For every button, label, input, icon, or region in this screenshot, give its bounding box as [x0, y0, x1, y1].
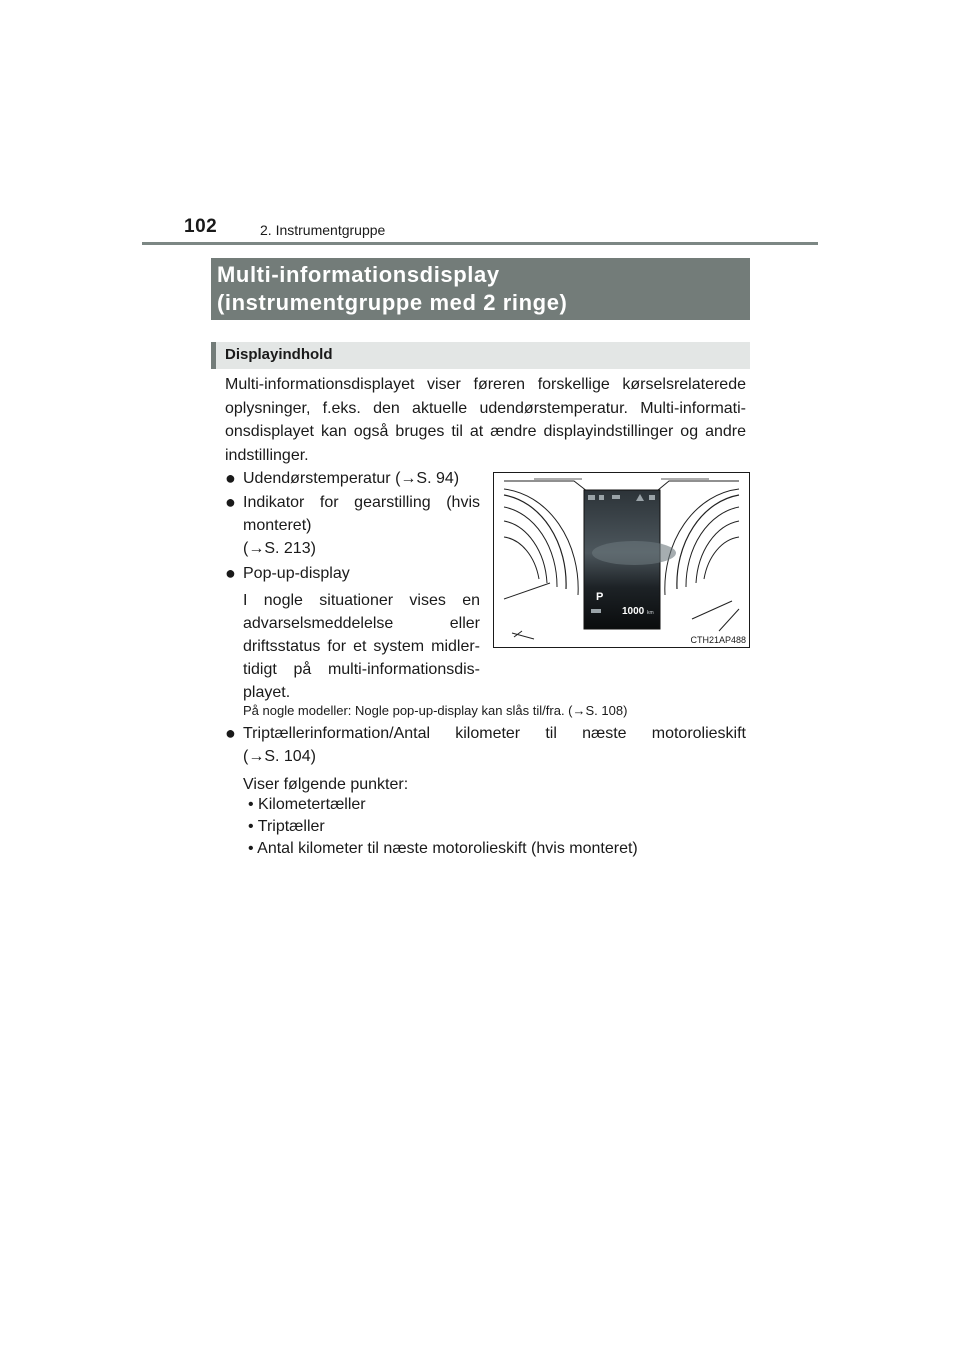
bullet-trip-line2: (→S. 104)	[243, 748, 316, 765]
popup-desc-line5: playet.	[243, 684, 291, 701]
gear-indicator: P	[596, 591, 604, 603]
bullet-popup-text: Pop-up-display	[243, 565, 350, 582]
trip-desc: Viser følgende punkter:	[243, 776, 409, 793]
bullet-dot-icon: ●	[225, 723, 236, 743]
bullet-gear-line2: monteret)	[243, 517, 312, 534]
trip-item-tripmeter: • Triptæller	[248, 818, 325, 835]
chapter-title: 2. Instrumentgruppe	[260, 222, 386, 238]
odometer-unit: km	[647, 610, 654, 616]
page-number: 102	[184, 216, 218, 237]
popup-note: På nogle modeller: Nogle pop-up-display kan slås til/fra. (→S. 108)	[243, 703, 628, 718]
bullet-dot-icon: ●	[225, 492, 236, 512]
section-title	[211, 258, 750, 320]
popup-desc-line1: I nogle situationer vises en	[243, 592, 480, 609]
cluster-illustration	[494, 473, 749, 647]
figure-code: CTH21AP488	[690, 635, 746, 645]
trip-item-odometer: • Kilometertæller	[248, 796, 366, 813]
instrument-cluster-figure	[493, 472, 750, 648]
section-title-line2: (instrumentgruppe med 2 ringe)	[217, 290, 568, 315]
intro-paragraph: Multi-informationsdisplayet viser føreren forskellige kørselsrelaterede oplysninger, f.eks. den aktuelle udendørstemperatur. Multi-informati-onsdisplayet kan også bruges til at ændre displayindstillinger og andre indstillinger.	[225, 376, 746, 464]
bullet-gear-line1: Indikator for gearstilling (hvis	[243, 494, 480, 511]
popup-desc-line3: driftsstatus for et system midler-	[243, 638, 480, 655]
trip-item-oil-change: • Antal kilometer til næste motorolieskift (hvis monteret)	[248, 840, 638, 857]
bullet-outdoor-temp-text: Udendørstemperatur (→S. 94)	[243, 470, 460, 487]
popup-desc-line2: advarselsmeddelelse eller	[243, 615, 480, 632]
section-title-line1: Multi-informationsdisplay	[217, 262, 500, 287]
header-rule	[142, 242, 818, 245]
bullet-dot-icon: ●	[225, 563, 236, 583]
bullet-trip-line1: Triptællerinformation/Antal kilometer til næste motorolieskift	[243, 725, 746, 742]
bullet-gear-line3: (→S. 213)	[243, 540, 316, 557]
popup-desc-line4: tidigt på multi-informationsdis-	[243, 661, 480, 678]
bullet-dot-icon: ●	[225, 468, 236, 488]
subsection-title: Displayindhold	[211, 342, 750, 369]
odometer-value: 1000	[622, 606, 645, 617]
